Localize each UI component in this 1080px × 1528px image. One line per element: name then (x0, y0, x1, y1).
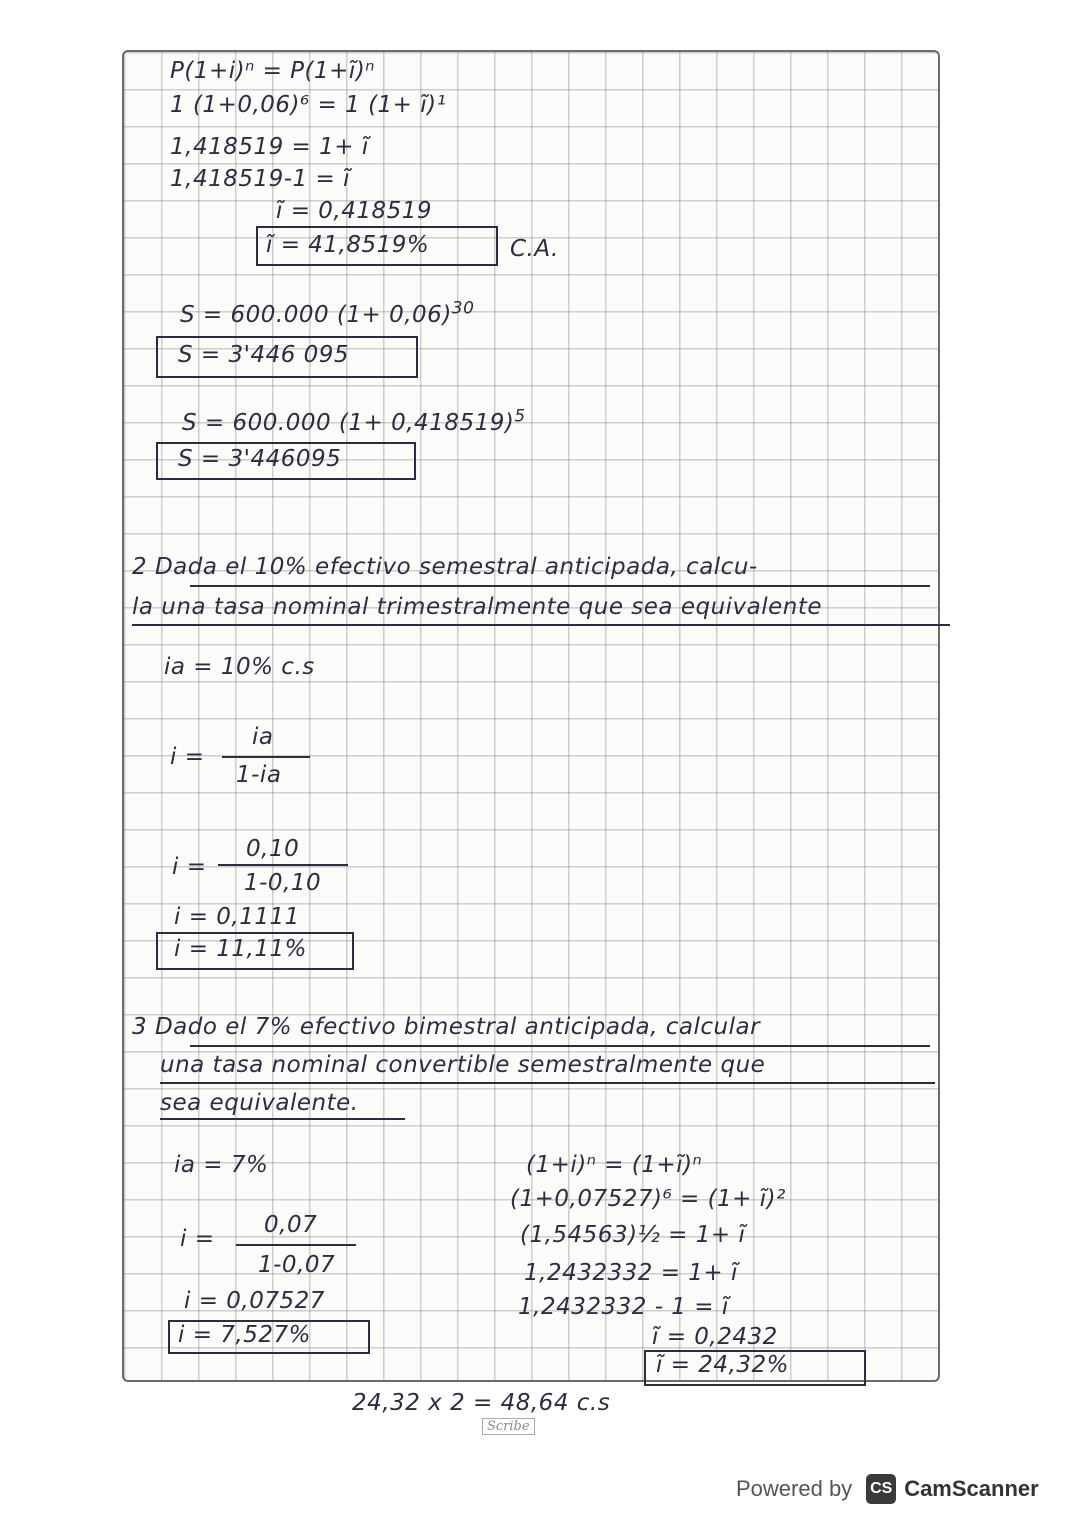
calc-numerator: 0,07 (264, 1212, 318, 1238)
value-line: 1,2432332 = 1+ ĩ (524, 1260, 738, 1286)
camscanner-footer (736, 1468, 1064, 1510)
subtraction-line: 1,2432332 - 1 = ĩ (518, 1294, 729, 1320)
fraction-bar (222, 756, 310, 758)
ia-given: ia = 10% c.s (164, 654, 315, 680)
decimal-result: ĩ = 0,418519 (276, 198, 433, 224)
equivalence-equation: P(1+i)ⁿ = P(1+ĩ)ⁿ (170, 58, 375, 84)
percent-result: ĩ = 41,8519% (266, 232, 430, 258)
root-line: (1,54563)½ = 1+ ĩ (520, 1222, 746, 1248)
calc-denominator: 1-0,10 (244, 870, 322, 896)
formula-numerator: ia (252, 724, 274, 750)
calc-denominator: 1-0,07 (258, 1252, 336, 1278)
camscanner-logo-icon: CS (866, 1474, 896, 1504)
substitution-line: (1+0,07527)⁶ = (1+ ĩ)² (510, 1186, 786, 1212)
equivalence-equation: (1+i)ⁿ = (1+ĩ)ⁿ (526, 1152, 703, 1178)
scribe-stamp: Scribe (482, 1418, 535, 1435)
problem-3-statement-line-2: una tasa nominal convertible semestralmente que (160, 1052, 766, 1078)
s-result-2: S = 3'446095 (178, 446, 342, 472)
i-decimal: i = 0,07527 (184, 1288, 325, 1314)
powered-by-label: Powered by (736, 1476, 853, 1501)
underline (190, 585, 930, 587)
s-equation-1: S = 600.000 $(1+ 0,06)^{30}$ (180, 298, 475, 328)
formula-lhs: i = (170, 744, 205, 770)
calc-lhs: i = (172, 854, 207, 880)
i-percent: i = 11,11% (174, 936, 307, 962)
fraction-bar (218, 864, 348, 866)
ia-given: ia = 7% (174, 1152, 269, 1178)
underline (132, 624, 950, 626)
calc-lhs: i = (180, 1226, 215, 1252)
problem-3-statement-line-1: 3 Dado el 7% efectivo bimestral anticipada, calcular (132, 1014, 761, 1040)
problem-3-statement-line-3: sea equivalente. (160, 1090, 359, 1116)
problem-2-statement-line-1: 2 Dada el 10% efectivo semestral anticipada, calcu- (132, 554, 758, 580)
value-line: 1,418519 = 1+ ĩ (170, 134, 369, 160)
substitution-line: 1 (1+0,06)⁶ = 1 (1+ ĩ)¹ (170, 92, 447, 118)
s-equation-2: S = 600.000 $(1+ 0,418519)^5$ (182, 406, 526, 436)
problem-2-statement-line-2: la una tasa nominal trimestralmente que sea equivalente (132, 594, 823, 620)
formula-denominator: 1-ia (236, 762, 282, 788)
decimal-result: ĩ = 0,2432 (652, 1324, 778, 1350)
final-calculation: 24,32 x 2 = 48,64 c.s (352, 1390, 611, 1416)
ca-label: C.A. (510, 236, 559, 262)
s-result-1: S = 3'446 095 (178, 342, 350, 368)
underline (160, 1118, 405, 1120)
calc-numerator: 0,10 (246, 836, 300, 862)
i-decimal: i = 0,1111 (174, 904, 300, 930)
percent-result: ĩ = 24,32% (656, 1352, 789, 1378)
subtraction-line: 1,418519-1 = ĩ (170, 166, 350, 192)
underline (160, 1082, 935, 1084)
camscanner-brand: CamScanner (904, 1476, 1039, 1501)
i-percent: i = 7,527% (178, 1322, 311, 1348)
fraction-bar (236, 1244, 356, 1246)
underline (190, 1045, 930, 1047)
